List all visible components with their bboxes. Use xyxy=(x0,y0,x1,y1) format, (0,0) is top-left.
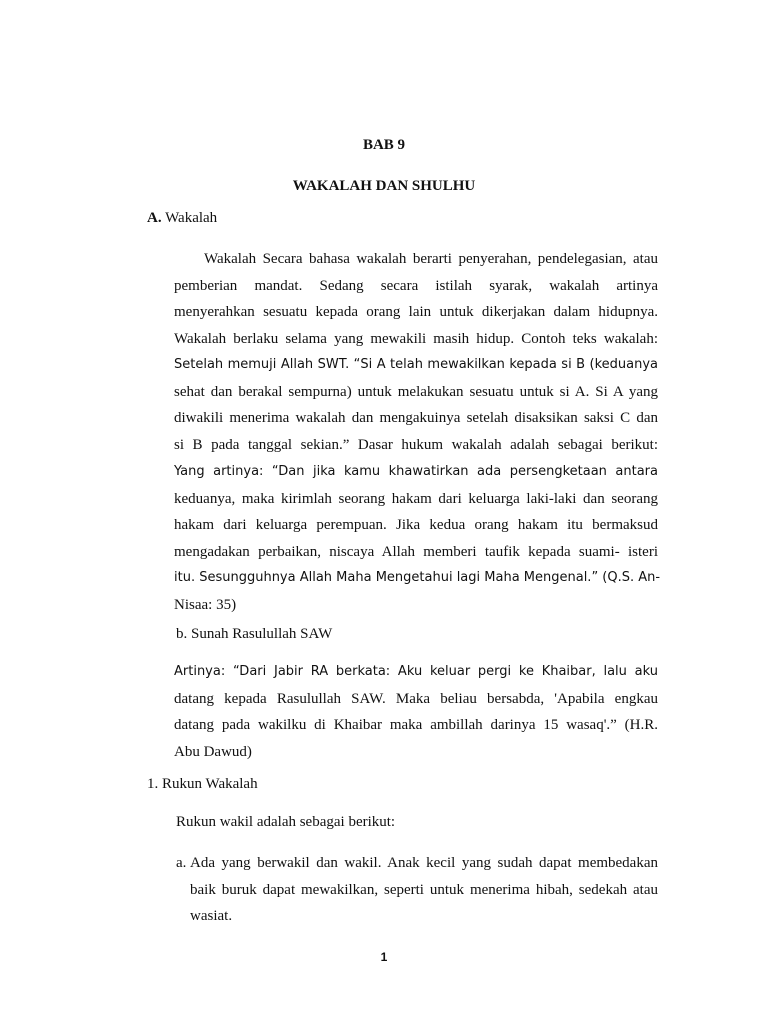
page-number: 1 xyxy=(380,950,388,964)
list-item-a xyxy=(176,850,658,930)
text-line: hakam dari keluarga perempuan. Jika kedua orang hakam itu bermaksud xyxy=(174,517,658,533)
text-line: baik buruk dapat mewakilkan, seperti untuk menerima hibah, sedekah atau xyxy=(190,881,658,898)
paragraph-definition xyxy=(174,246,658,458)
text-line: pemberian mandat. Sedang secara istilah syarak, wakalah artinya xyxy=(174,277,658,294)
text-line: wasiat. xyxy=(190,908,233,924)
rukun-intro: Rukun wakil adalah sebagai berikut: xyxy=(176,814,396,830)
text-line: Wakalah Secara bahasa wakalah berarti penyerahan, pendelegasian, atau xyxy=(204,251,658,267)
section-title: Wakalah xyxy=(165,210,218,226)
paragraph-hadith xyxy=(174,659,658,765)
section-heading-wakalah xyxy=(147,210,217,227)
text-line: Setelah memuji Allah SWT. “Si A telah mewakilkan kepada si B (keduanya xyxy=(174,357,658,372)
text-line: datang pada wakilku di Khaibar maka ambillah darinya 15 wasaq'.” (H.R. xyxy=(174,717,658,733)
text-line: itu. Sesungguhnya Allah Maha Mengetahui lagi Maha Mengenal.” (Q.S. An- xyxy=(174,570,661,585)
subheading-rukun-wakalah: 1. Rukun Wakalah xyxy=(147,776,258,792)
section-letter: A. xyxy=(147,210,162,226)
text-line: datang kepada Rasulullah SAW. Maka beliau bersabda, 'Apabila engkau xyxy=(174,690,658,707)
text-line: mengadakan perbaikan, niscaya Allah memberi taufik kepada suami- isteri xyxy=(174,543,658,560)
subheading-sunah: b. Sunah Rasulullah SAW xyxy=(176,626,333,642)
text-line: Nisaa: 35) xyxy=(174,596,237,613)
text-line: Wakalah berlaku selama yang mewakili masih hidup. Contoh teks wakalah: xyxy=(174,330,658,347)
text-line: diwakili menerima wakalah dan mengakuinya setelah disaksikan saksi C dan xyxy=(174,410,658,426)
list-marker: a. xyxy=(176,855,187,871)
text-line: sehat dan berakal sempurna) untuk melakukan sesuatu untuk si A. Si A yang xyxy=(174,383,658,400)
paragraph-quran-translation xyxy=(174,459,661,618)
text-line: Yang artinya: “Dan jika kamu khawatirkan ada persengketaan antara xyxy=(174,464,658,479)
text-line: Artinya: “Dari Jabir RA berkata: Aku keluar pergi ke Khaibar, lalu aku xyxy=(174,664,658,679)
text-line: keduanya, maka kirimlah seorang hakam dari keluarga laki-laki dan seorang xyxy=(174,490,658,507)
text-line: menyerahkan sesuatu kepada orang lain untuk dikerjakan dalam hidupnya. xyxy=(174,304,658,320)
chapter-title: WAKALAH DAN SHULHU xyxy=(292,178,476,194)
text-line: Ada yang berwakil dan wakil. Anak kecil yang sudah dapat membedakan xyxy=(190,855,658,871)
text-line: Abu Dawud) xyxy=(174,743,252,760)
chapter-number: BAB 9 xyxy=(362,137,406,153)
text-line: si B pada tanggal sekian.” Dasar hukum wakalah adalah sebagai berikut: xyxy=(174,436,658,453)
